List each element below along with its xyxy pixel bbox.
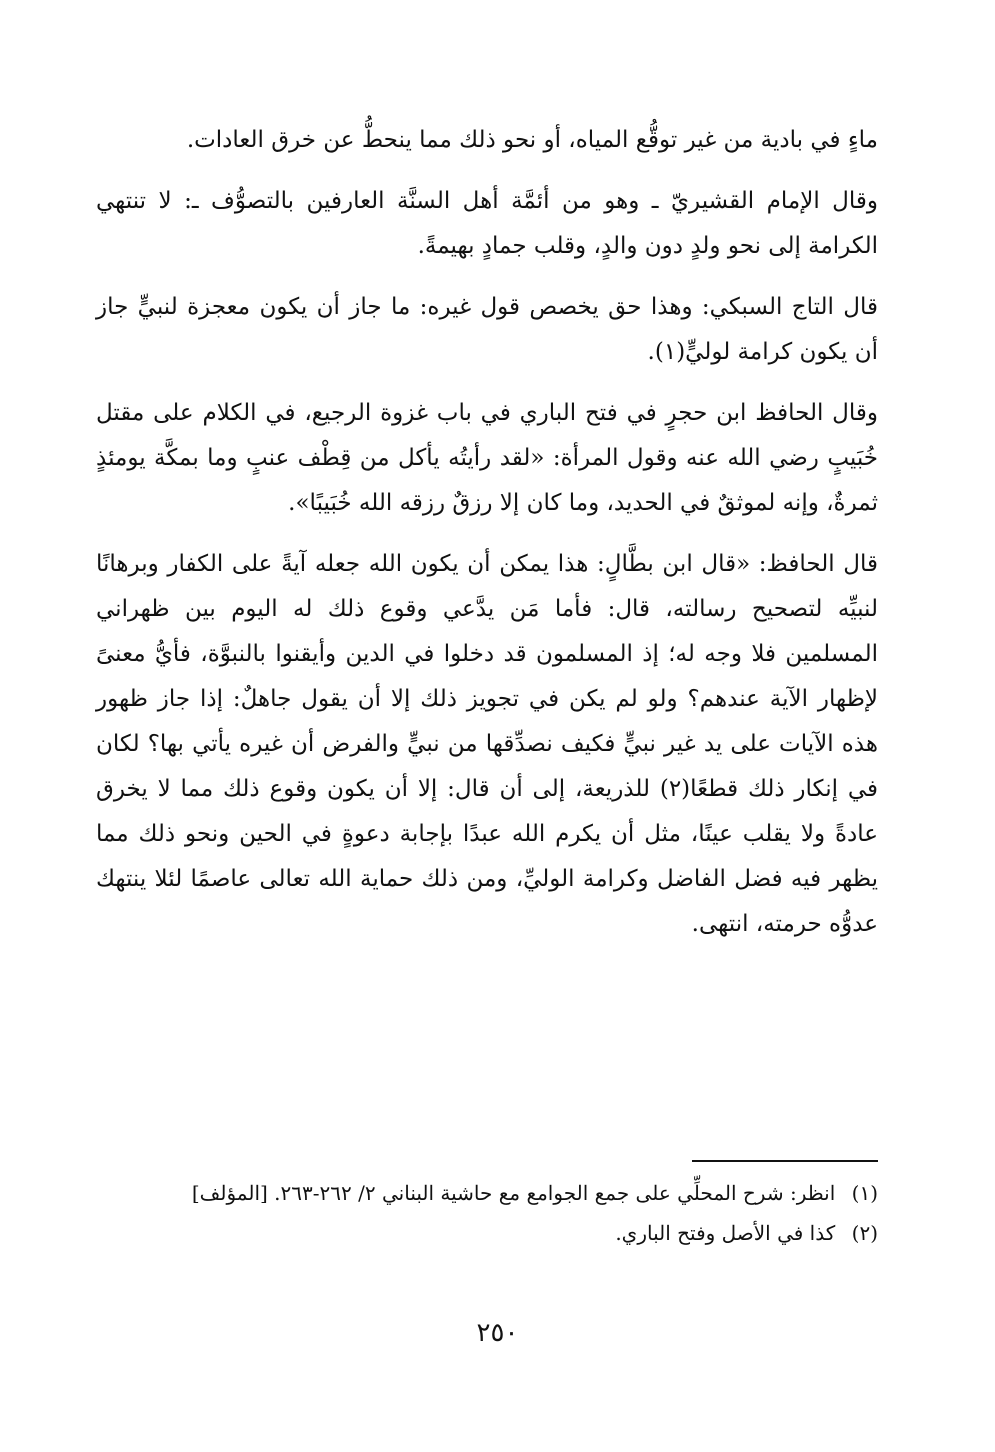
paragraph-2: وقال الإمام القشيريّ ـ وهو من أئمَّة أهل السنَّة العارفين بالتصوُّف ـ: لا تنتهي الكرامة إلى نحو ولدٍ دون والدٍ، وقلب جمادٍ بهيمةً. — [96, 188, 878, 259]
footnote-2 — [96, 1216, 878, 1250]
footnote-text: كذا في الأصل وفتح الباري. — [615, 1221, 836, 1245]
page-body — [96, 118, 878, 963]
footnote-number: (٢) — [851, 1221, 878, 1245]
footnote-1 — [96, 1176, 878, 1210]
paragraph-1: ماءٍ في بادية من غير توقُّع المياه، أو نحو ذلك مما ينحطُّ عن خرق العادات. — [186, 127, 878, 153]
paragraph-5: قال الحافظ: «قال ابن بطَّالٍ: هذا يمكن أن يكون الله جعله آيةً على الكفار وبرهانًا لنبيِّه لتصحيح رسالته، قال: فأما مَن يدَّعي وقوع ذلك له اليوم بين ظهراني المسلمين فلا وجه له؛ إذ المسلمون قد دخلوا في الدين وأيقنوا بالنبوَّة، فأيُّ معنىً لإظهار الآية عندهم؟ ولو لم يكن في تجويز ذلك إلا أن يقول جاهلٌ: إذا جاز ظهور هذه الآيات على يد غير نبيٍّ فكيف نصدِّقها من نبيٍّ والفرض أن غيره يأتي بها؟ لكان في إنكار ذلك قطعًا(٢) للذريعة، إلى أن قال: إلا أن يكون وقوع ذلك مما لا يخرق عادةً ولا يقلب عينًا، مثل أن يكرم الله عبدًا بإجابة دعوةٍ في الحين ونحو ذلك مما يظهر فيه فضل الفاضل وكرامة الوليِّ، ومن ذلك حماية الله تعالى عاصمًا لئلا ينتهك عدوُّه حرمته، انتهى. — [96, 551, 879, 937]
footnote-text: انظر: شرح المحلِّي على جمع الجوامع مع حاشية البناني ٢/ ٢٦٢-٢٦٣. [المؤلف] — [191, 1181, 836, 1205]
footnote-divider — [692, 1160, 878, 1162]
paragraph-4: وقال الحافظ ابن حجرٍ في فتح الباري في باب غزوة الرجيع، في الكلام على مقتل خُبَيبٍ رضي الله عنه وقول المرأة: «لقد رأيتُه يأكل من قِطْف عنبٍ وما بمكَّة يومئذٍ ثمرةٌ، وإنه لموثقٌ في الحديد، وما كان إلا رزقٌ رزقه الله خُبَيبًا». — [96, 400, 878, 516]
footnote-number: (١) — [851, 1181, 878, 1205]
footnotes — [96, 1176, 878, 1256]
paragraph-3: قال التاج السبكي: وهذا حق يخصص قول غيره: ما جاز أن يكون معجزة لنبيٍّ جاز أن يكون كرامة لوليٍّ(١). — [96, 294, 878, 365]
page-number: ٢٥٠ — [476, 1318, 519, 1348]
